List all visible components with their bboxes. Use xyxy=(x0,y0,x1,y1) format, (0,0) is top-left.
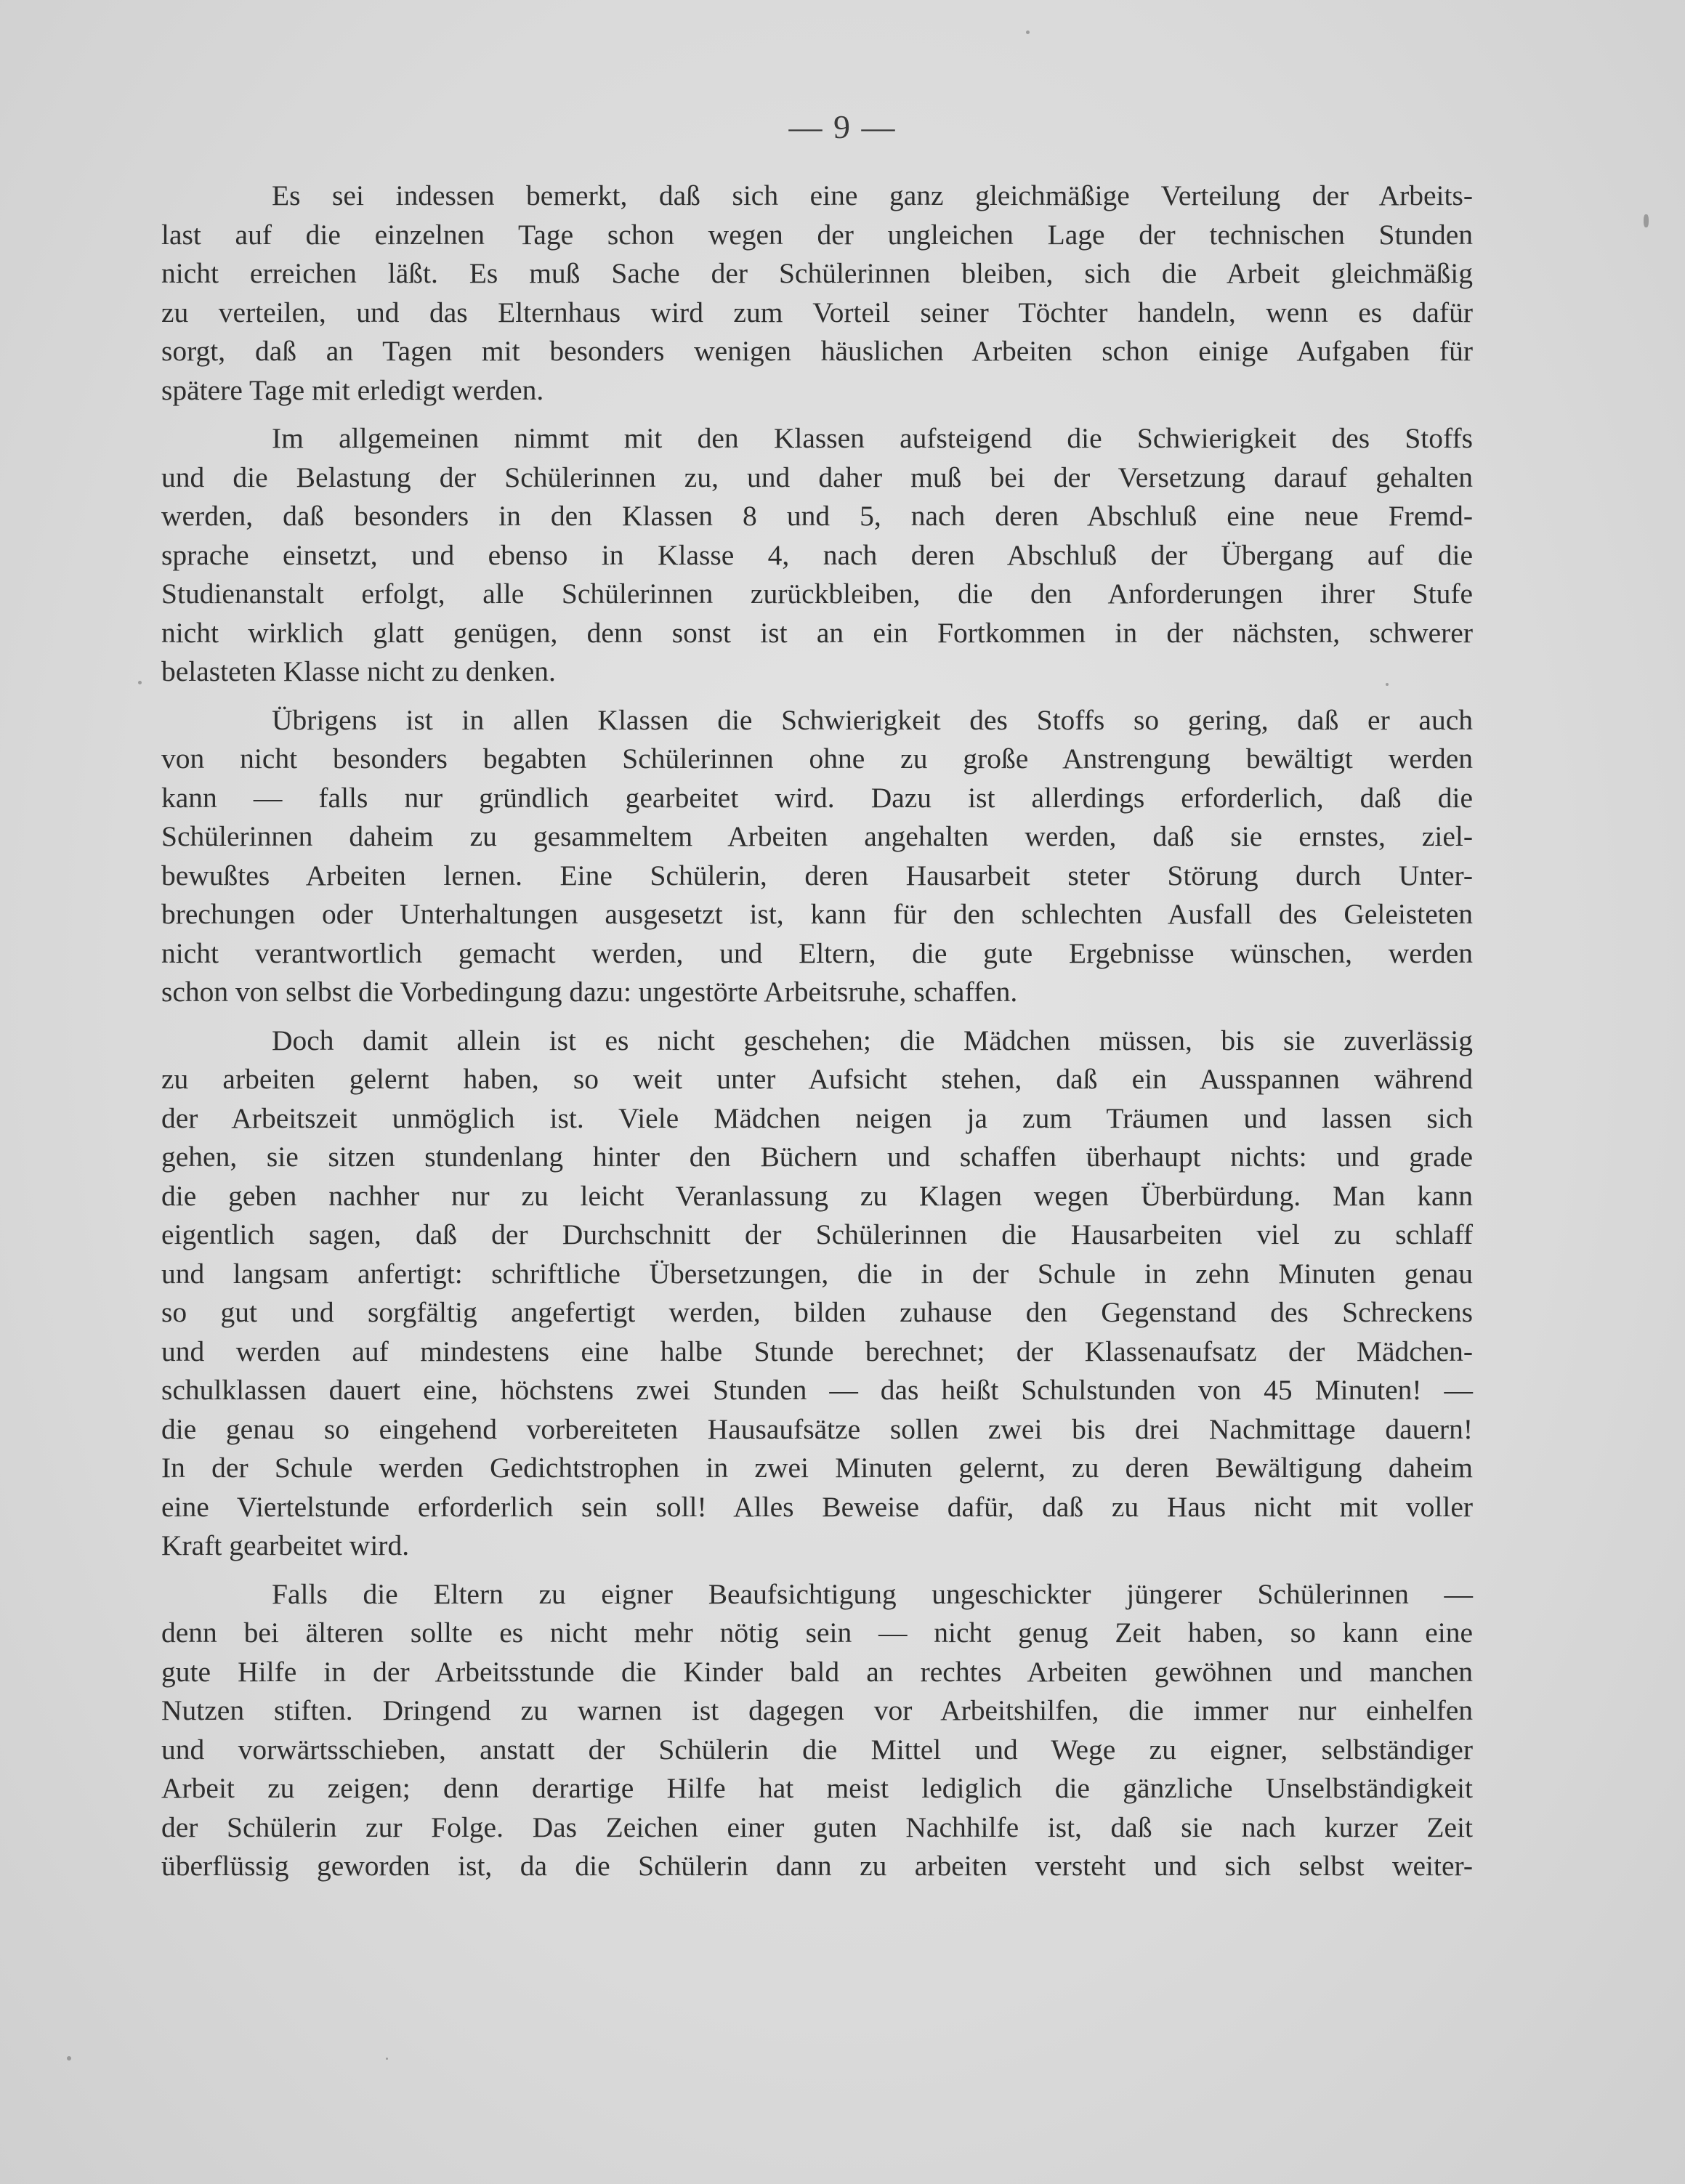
text-line: brechungen oder Unterhaltungen ausgesetzt ist, kann für den schlechten Ausfall des Geleisteten xyxy=(161,898,1473,930)
text-line: von nicht besonders begabten Schülerinnen ohne zu große Anstrengung bewältigt werden xyxy=(161,743,1473,774)
text-line: und werden auf mindestens eine halbe Stunde berechnet; der Klassenaufsatz der Mädchen- xyxy=(161,1335,1473,1367)
text-line: bewußtes Arbeiten lernen. Eine Schülerin, deren Hausarbeit steter Störung durch Unter- xyxy=(161,859,1473,891)
paragraph xyxy=(161,1022,1473,1566)
text-line: Kraft gearbeitet wird. xyxy=(161,1529,410,1561)
text-line: Im allgemeinen nimmt mit den Klassen aufsteigend die Schwierigkeit des Stoffs xyxy=(272,422,1473,454)
text-line: überflüssig geworden ist, da die Schülerin dann zu arbeiten versteht und sich selbst weiter- xyxy=(161,1850,1473,1882)
text-line: In der Schule werden Gedichtstrophen in zwei Minuten gelernt, zu deren Bewältigung daheim xyxy=(161,1452,1473,1484)
text-line: gehen, sie sitzen stundenlang hinter den Büchern und schaffen überhaupt nichts: und grade xyxy=(161,1141,1473,1173)
scan-speck xyxy=(67,2056,71,2060)
text-line: nicht wirklich glatt genügen, denn sonst ist an ein Fortkommen in der nächsten, schwerer xyxy=(161,616,1473,649)
text-line: Es sei indessen bemerkt, daß sich eine ganz gleichmäßige Verteilung der Arbeits- xyxy=(272,179,1473,211)
page-number: — 9 — xyxy=(788,108,897,145)
text-line: Arbeit zu zeigen; denn derartige Hilfe hat meist lediglich die gänzliche Unselbständigkeit xyxy=(161,1772,1473,1804)
text-line: und langsam anfertigt: schriftliche Übersetzungen, die in der Schule in zehn Minuten genau xyxy=(161,1257,1473,1290)
scan-speck xyxy=(1386,683,1389,686)
text-line: und die Belastung der Schülerinnen zu, und daher muß bei der Versetzung darauf gehalten xyxy=(161,461,1473,493)
text-line: die genau so eingehend vorbereiteten Hausaufsätze sollen zwei bis drei Nachmittage dauern! xyxy=(161,1412,1473,1445)
text-line: eine Viertelstunde erforderlich sein soll! Alles Beweise dafür, daß zu Haus nicht mit voller xyxy=(161,1490,1473,1523)
text-line: last auf die einzelnen Tage schon wegen der ungleichen Lage der technischen Stunden xyxy=(161,218,1473,251)
text-line: die geben nachher nur zu leicht Veranlassung zu Klagen wegen Überbürdung. Man kann xyxy=(161,1179,1473,1212)
text-line: Falls die Eltern zu eigner Beaufsichtigung ungeschickter jüngerer Schülerinnen — xyxy=(272,1577,1473,1610)
text-line: sprache einsetzt, und ebenso in Klasse 4, nach deren Abschluß der Übergang auf die xyxy=(161,538,1473,571)
text-line: Nutzen stiften. Dringend zu warnen ist dagegen vor Arbeitshilfen, die immer nur einhelfen xyxy=(161,1694,1473,1726)
text-line: zu arbeiten gelernt haben, so weit unter Aufsicht stehen, daß ein Ausspannen während xyxy=(161,1063,1473,1095)
text-line: der Arbeitszeit unmöglich ist. Viele Mädchen neigen ja zum Träumen und lassen sich xyxy=(161,1101,1473,1134)
paragraph xyxy=(161,419,1473,692)
text-line: Schülerinnen daheim zu gesammeltem Arbeiten angehalten werden, daß sie ernstes, ziel- xyxy=(161,820,1473,852)
text-line: nicht verantwortlich gemacht werden, und Eltern, die gute Ergebnisse wünschen, werden xyxy=(161,937,1473,969)
text-line: spätere Tage mit erledigt werden. xyxy=(161,373,544,406)
text-line: Studienanstalt erfolgt, alle Schülerinnen zurückbleiben, die den Anforderungen ihrer Stufe xyxy=(161,578,1473,610)
text-line: Doch damit allein ist es nicht geschehen; die Mädchen müssen, bis sie zuverlässig xyxy=(272,1024,1473,1056)
text-line: kann — falls nur gründlich gearbeitet wird. Dazu ist allerdings erforderlich, daß die xyxy=(161,781,1473,814)
text-line: belasteten Klasse nicht zu denken. xyxy=(161,655,556,687)
text-line: Übrigens ist in allen Klassen die Schwierigkeit des Stoffs so gering, daß er auch xyxy=(272,703,1473,736)
paragraph xyxy=(161,1575,1473,1886)
scan-speck xyxy=(138,681,142,684)
scan-speck xyxy=(1644,214,1649,227)
text-line: zu verteilen, und das Elternhaus wird zum Vorteil seiner Töchter handeln, wenn es dafür xyxy=(161,296,1473,328)
text-line: werden, daß besonders in den Klassen 8 und 5, nach deren Abschluß eine neue Fremd- xyxy=(161,500,1473,532)
text-line: gute Hilfe in der Arbeitsstunde die Kinder bald an rechtes Arbeiten gewöhnen und manchen xyxy=(161,1655,1473,1688)
text-line: schulklassen dauert eine, höchstens zwei Stunden — das heißt Schulstunden von 45 Minuten! — xyxy=(161,1374,1473,1406)
text-line: sorgt, daß an Tagen mit besonders wenigen häuslichen Arbeiten schon einige Aufgaben für xyxy=(161,335,1473,367)
text-line: so gut und sorgfältig angefertigt werden, bilden zuhause den Gegenstand des Schreckens xyxy=(161,1296,1473,1328)
text-line: der Schülerin zur Folge. Das Zeichen einer guten Nachhilfe ist, daß sie nach kurzer Zeit xyxy=(161,1811,1473,1843)
scan-speck xyxy=(386,2058,388,2060)
text-line: und vorwärtsschieben, anstatt der Schülerin die Mittel und Wege zu eigner, selbständiger xyxy=(161,1733,1473,1766)
text-line: denn bei älteren sollte es nicht mehr nötig sein — nicht genug Zeit haben, so kann eine xyxy=(161,1617,1473,1649)
text-line: nicht erreichen läßt. Es muß Sache der Schülerinnen bleiben, sich die Arbeit gleichmäßig xyxy=(161,257,1473,289)
text-line: schon von selbst die Vorbedingung dazu: ungestörte Arbeitsruhe, schaffen. xyxy=(161,976,1018,1008)
paragraph xyxy=(161,177,1473,410)
scan-speck xyxy=(1026,31,1030,34)
paragraph xyxy=(161,701,1473,1012)
text-line: eigentlich sagen, daß der Durchschnitt der Schülerinnen die Hausarbeiten viel zu schlaff xyxy=(161,1218,1473,1250)
body-text xyxy=(161,177,1473,1896)
